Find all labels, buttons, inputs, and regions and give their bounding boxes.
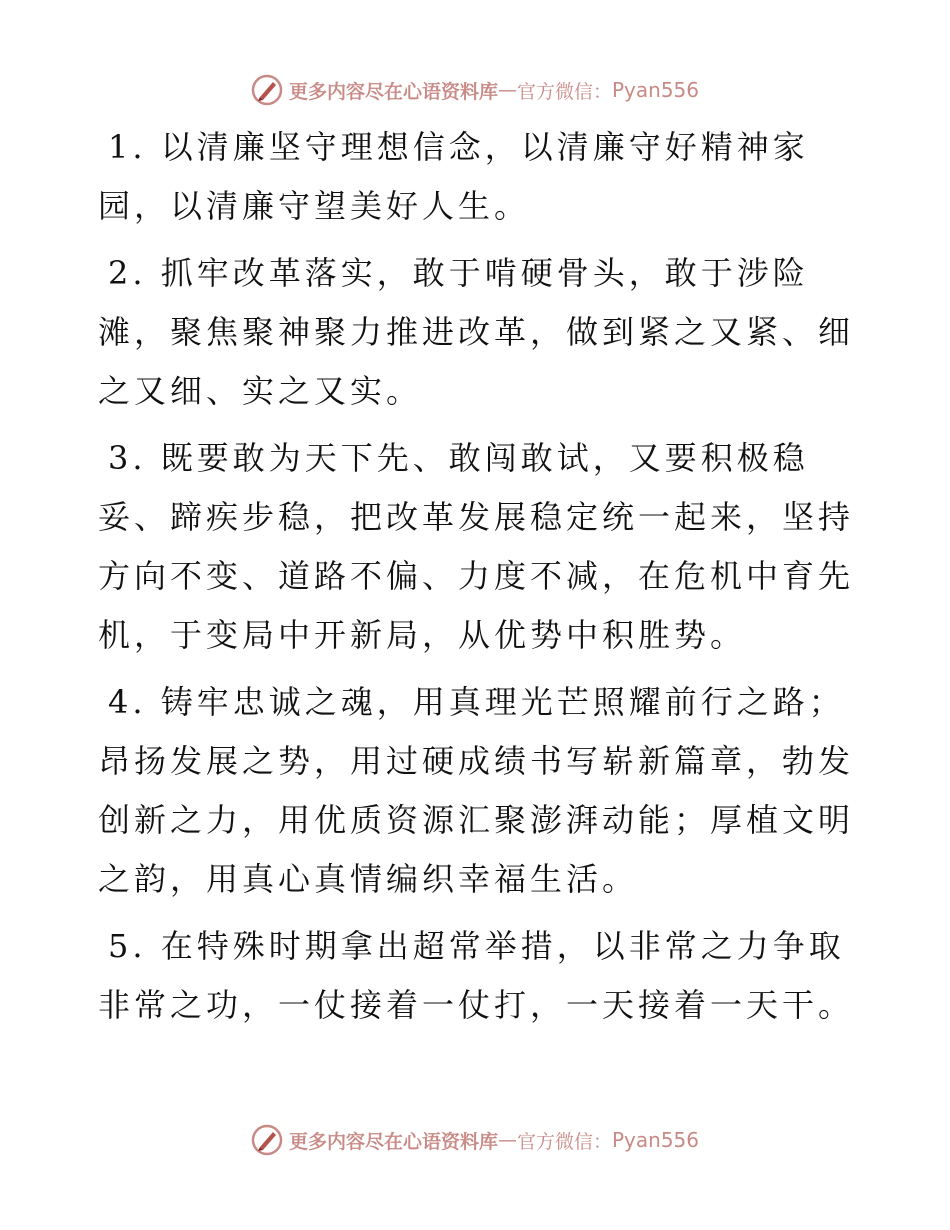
footer-wechat-label: 官方微信： (516, 1130, 612, 1153)
header-slogan: 更多内容尽在心语资料库 (288, 80, 498, 103)
pen-logo-icon (251, 1124, 283, 1156)
header-wechat-label: 官方微信： (516, 80, 612, 103)
header-dash: — (497, 79, 517, 101)
paragraph-2: 2. 抓牢改革落实，敢于啃硬骨头，敢于涉险滩，聚焦聚神聚力推进改革，做到紧之又紧、细之又细、实之又实。 (98, 254, 855, 410)
paragraph-3: 3. 既要敢为天下先、敢闯敢试，又要积极稳妥、蹄疾步稳，把改革发展稳定统一起来，坚持方向不变、道路不偏、力度不减，在危机中育先机，于变局中开新局，从优势中积胜势。 (98, 439, 855, 654)
document-body (98, 118, 858, 1043)
paragraph-1: 1. 以清廉坚守理想信念，以清廉守好精神家园，以清廉守望美好人生。 (98, 128, 809, 225)
footer-dash: — (497, 1129, 517, 1151)
footer-wechat-id: Pyan556 (612, 1128, 700, 1152)
header-banner (0, 68, 950, 112)
footer-slogan: 更多内容尽在心语资料库 (288, 1130, 498, 1153)
pen-logo-icon (251, 74, 283, 106)
paragraph-5: 5. 在特殊时期拿出超常举措，以非常之力争取非常之功，一仗接着一仗打，一天接着一天干。 (98, 927, 855, 1024)
footer-banner (0, 1118, 950, 1162)
paragraph-4: 4. 铸牢忠诚之魂，用真理光芒照耀前行之路；昂扬发展之势，用过硬成绩书写崭新篇章，勃发创新之力，用优质资源汇聚澎湃动能；厚植文明之韵，用真心真情编织幸福生活。 (98, 683, 855, 898)
header-wechat-id: Pyan556 (612, 78, 700, 102)
